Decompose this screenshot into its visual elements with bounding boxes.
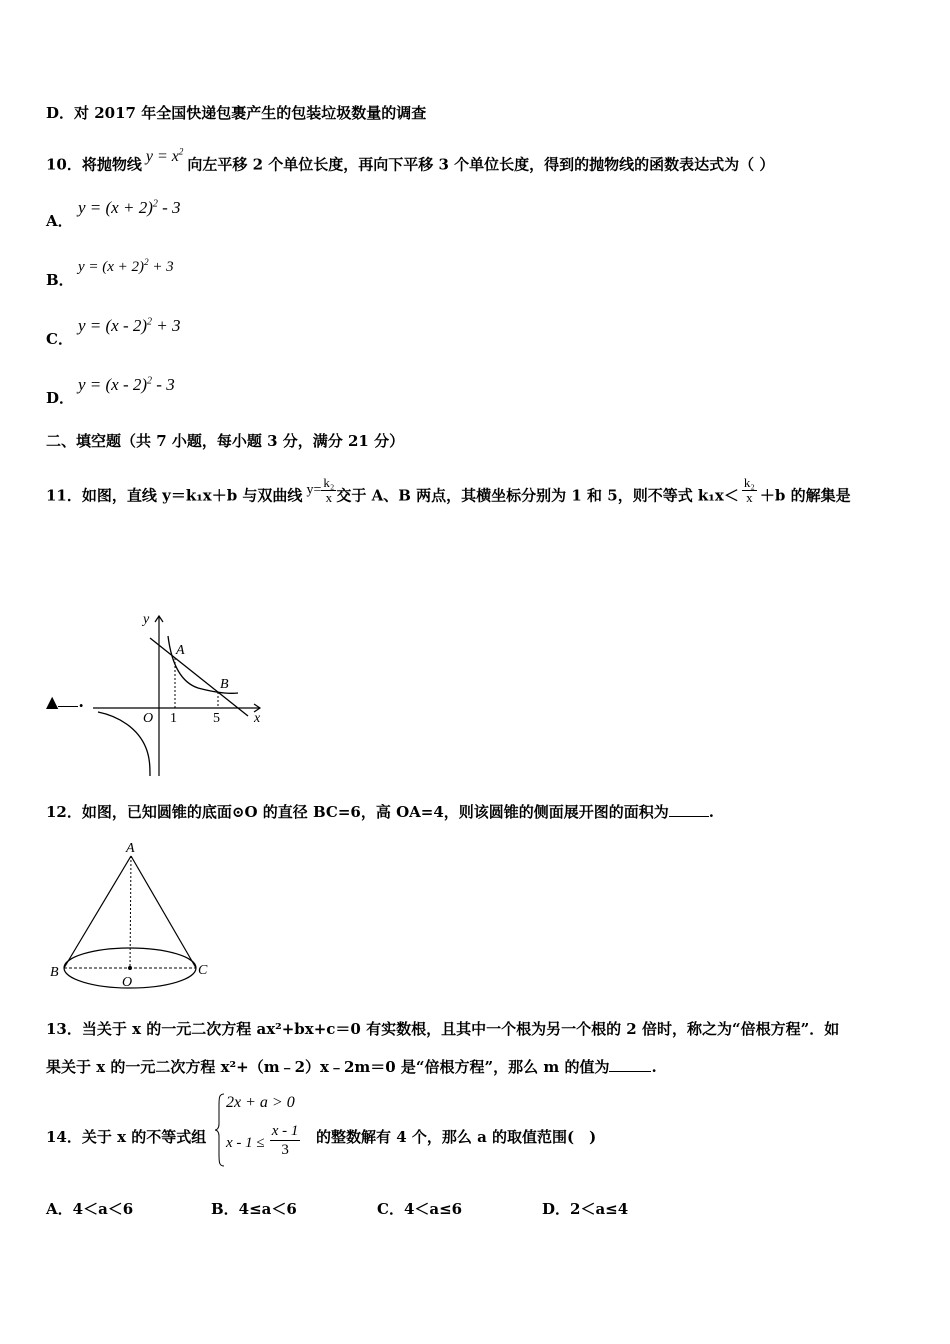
apex-label: A (126, 841, 135, 856)
q10-expr: $y = x^2$ (145, 147, 184, 166)
q14-inequality-system (214, 1092, 314, 1168)
q11-prefix: 11．如图，直线 y＝k₁x＋b 与双曲线 (46, 486, 303, 505)
center-label: O (122, 975, 133, 990)
q14-option-b: B．4≤a＜6 (211, 1200, 297, 1218)
brace-icon (214, 1092, 226, 1168)
q14-option-a: A．4＜a＜6 (46, 1200, 134, 1218)
q14-option-d: D．2＜a≤4 (542, 1200, 629, 1218)
point-b-label: B (220, 677, 229, 692)
question-12: 12．如图，已知圆锥的底面⊙O 的直径 BC=6，高 OA=4，则该圆锥的侧面展开图的面积为 . (46, 803, 715, 821)
question-10 (46, 147, 775, 175)
tick-1-label: 1 (170, 711, 177, 726)
point-b-label: B (50, 965, 59, 980)
q10-suffix: 向左平移 2 个单位长度，再向下平移 3 个单位长度，得到的抛物线的函数表达式为（ ） (187, 155, 775, 174)
question-13-line-1: 13．当关于 x 的一元二次方程 ax²+bx+c＝0 有实数根，且其中一个根为另一个根的 2 倍时，称之为“倍根方程”．如 (46, 1020, 840, 1038)
q11-frac: $\frac{\text{k₂}}{x}$ (743, 475, 755, 505)
q11-hyperbola: y= $\frac{\text{k₂}}{x}$ (306, 475, 335, 505)
cone-left-edge (64, 856, 131, 968)
q14-inequality-1: 2x + a > 0 (226, 1094, 295, 1111)
question-14-suffix: 的整数解有 4 个，那么 a 的取值范围( ) (316, 1128, 597, 1146)
q11-mid: 交于 A、B 两点，其横坐标分别为 1 和 5，则不等式 k₁x＜ (336, 486, 739, 505)
q11-figure (88, 608, 278, 783)
q9-option-d: D．对 2017 年全国快递包裹产生的包装垃圾数量的调查 (46, 104, 427, 122)
q11-suffix: ＋b 的解集是 (759, 486, 851, 505)
origin-label: O (143, 711, 154, 726)
q14-inequality-2: x - 1 ≤ $\frac{x - 1}{3}$ (226, 1123, 299, 1158)
q10-prefix: 10．将抛物线 (46, 155, 142, 174)
question-11 (46, 475, 851, 511)
line-k1x-b (150, 638, 248, 716)
y-label: y (143, 612, 150, 627)
question-13-line-2: 果关于 x 的一元二次方程 x²+（m﹣2）x﹣2m＝0 是“倍根方程”，那么 m 的值为 . (46, 1058, 657, 1076)
tick-5-label: 5 (213, 711, 220, 726)
section-2-heading: 二、填空题（共 7 小题，每小题 3 分，满分 21 分） (46, 432, 405, 450)
answer-triangle-icon: ▲ (46, 692, 59, 711)
question-14-prefix: 14．关于 x 的不等式组 (46, 1128, 207, 1146)
q11-answer-blank: ▲ . (46, 692, 84, 711)
center-point (128, 966, 132, 970)
x-label: x (254, 711, 261, 726)
point-c-label: C (198, 963, 208, 978)
height-oa (130, 856, 131, 968)
point-a-label: A (176, 643, 185, 658)
q14-option-c: C．4＜a≤6 (377, 1200, 463, 1218)
q12-cone-figure (46, 836, 216, 992)
